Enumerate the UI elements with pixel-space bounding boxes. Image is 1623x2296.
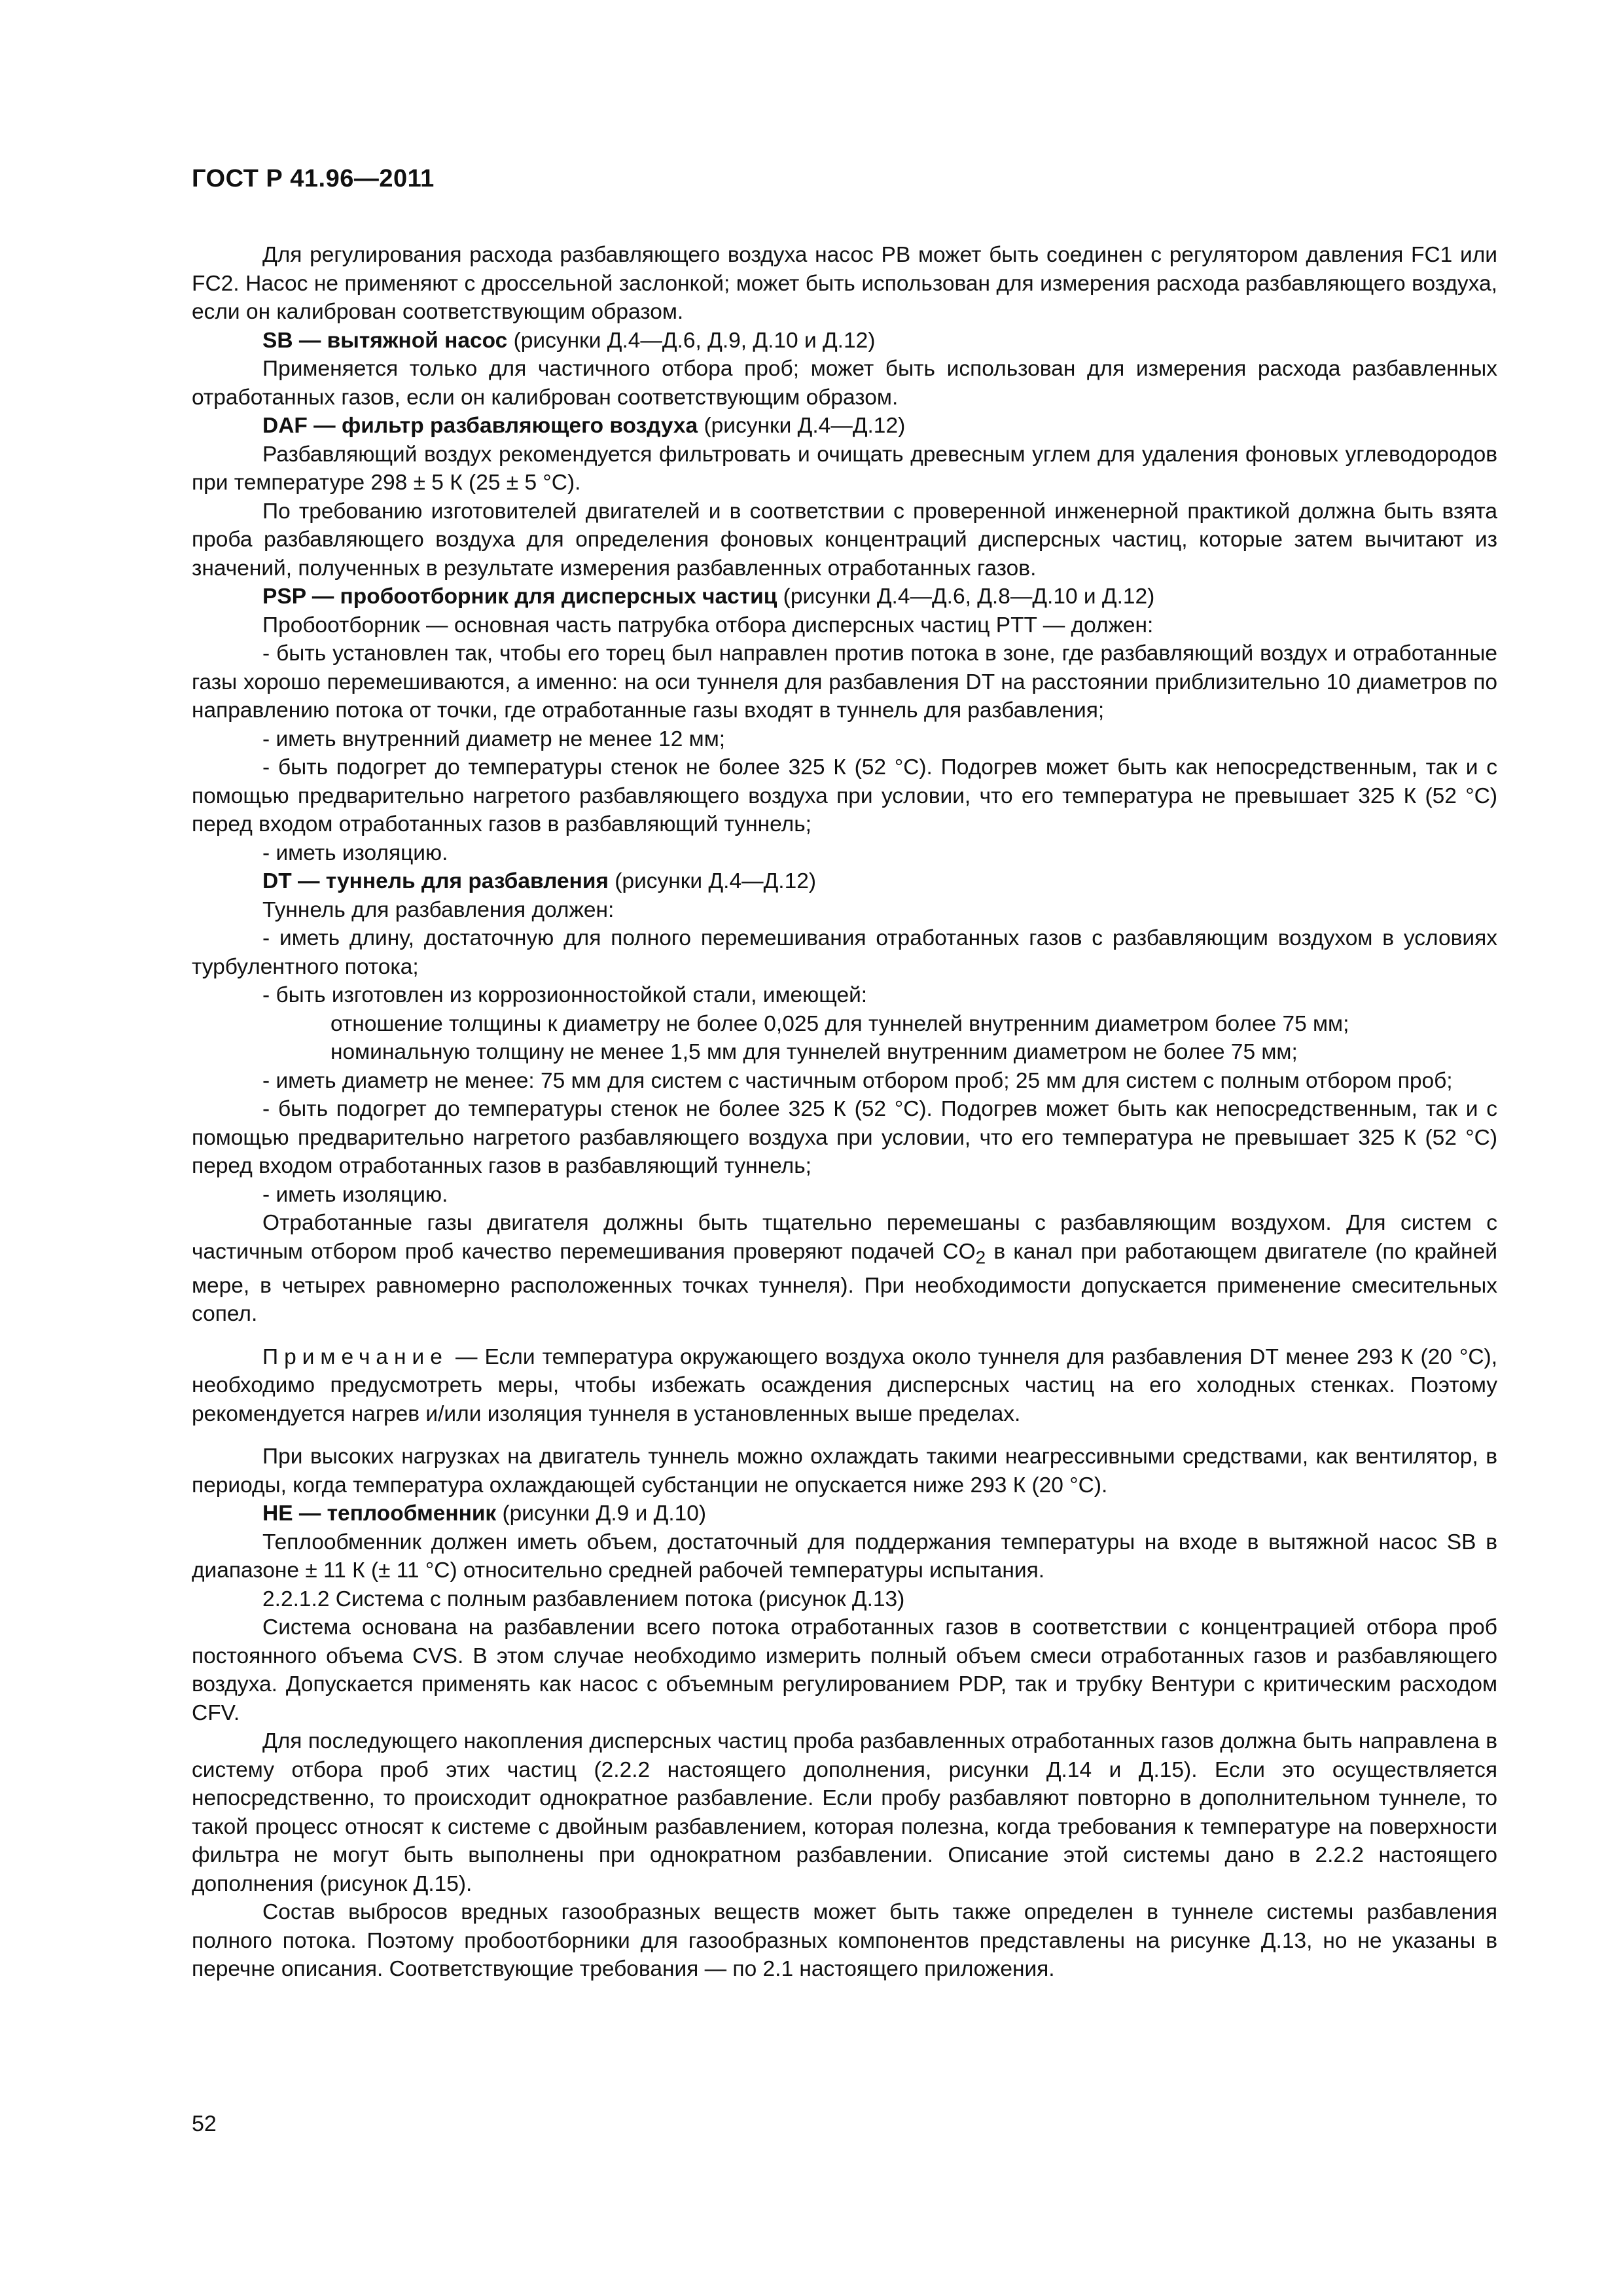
- term-figure-refs: (рисунки Д.9 и Д.10): [496, 1501, 707, 1526]
- term-name: DAF — фильтр разбавляющего воздуха: [262, 414, 698, 438]
- term-heading: [192, 583, 1497, 611]
- paragraph: Для последующего накопления дисперсных частиц проба разбавленных отработанных газов должна быть направлена в систему отбора проб этих частиц (2.2.2 настоящего дополнения, рисунки Д.14 и Д.15). Если это осуществляется непосредственно, то происходит однократное разбавление. Если пробу разбавляют повторно в дополнительном туннеле, то такой процесс относят к системе с двойным разбавлением, которая полезна, когда требования к температуре на поверхности фильтра не могут быть выполнены при однократном разбавлении. Описание этой системы дано в 2.2.2 настоящего дополнения (рисунок Д.15).: [192, 1729, 1497, 1896]
- term-name: PSP — пробоотборник для дисперсных частиц: [262, 584, 777, 609]
- term-heading: [192, 327, 1497, 355]
- paragraph: Туннель для разбавления должен:: [262, 897, 615, 922]
- paragraph: При высоких нагрузках на двигатель туннель можно охлаждать такими неагрессивными средствами, как вентилятор, в периоды, когда температура охлаждающей субстанции не опускается ниже 293 К (20 °С).: [192, 1444, 1497, 1498]
- paragraph-text: в канал при работающем двигателе (по крайней мере, в четырех равномерно расположенных точках туннеля). При необходимости допускается применение смесительных сопел.: [192, 1239, 1497, 1327]
- term-figure-refs: (рисунки Д.4—Д.12): [608, 869, 816, 893]
- paragraph: Для регулирования расхода разбавляющего воздуха насос PB может быть соединен с регулятором давления FC1 или FC2. Насос не применяют с дроссельной заслонкой; может быть использован для измерения расхода разбавляющего воздуха, если он калиброван соответствующим образом.: [192, 243, 1497, 324]
- term-heading: [192, 867, 1497, 896]
- term-figure-refs: (рисунки Д.4—Д.6, Д.9, Д.10 и Д.12): [507, 328, 876, 353]
- list-item: - иметь внутренний диаметр не менее 12 мм;: [262, 726, 726, 751]
- list-item: - иметь изоляцию.: [262, 840, 448, 865]
- paragraph: [192, 1209, 1497, 1329]
- list-item: - иметь длину, достаточную для полного перемешивания отработанных газов с разбавляющим воздухом в условиях турбулентного потока;: [192, 926, 1497, 979]
- paragraph: Разбавляющий воздух рекомендуется фильтровать и очищать древесным углем для удаления фоновых углеводородов при температуре 298 ± 5 К (25 ± 5 °С).: [192, 442, 1497, 495]
- term-name: SB — вытяжной насос: [262, 328, 508, 353]
- document-number-header: ГОСТ Р 41.96—2011: [192, 165, 435, 192]
- term-figure-refs: (рисунки Д.4—Д.12): [698, 414, 906, 438]
- paragraph: Теплообменник должен иметь объем, достаточный для поддержания температуры на входе в вытяжной насос SB в диапазоне ± 11 К (± 11 °С) относительно средней рабочей температуры испытания.: [192, 1530, 1497, 1583]
- term-name: HE — теплообменник: [262, 1501, 497, 1526]
- note: [192, 1343, 1497, 1429]
- page-number: 52: [192, 2111, 217, 2136]
- paragraph-text: Отработанные газы двигателя должны быть тщательно перемешаны с разбавляющим воздухом. Для систем с частичным отбором проб качество перемешивания проверяют подачей CO: [192, 1211, 1497, 1264]
- term-figure-refs: (рисунки Д.4—Д.6, Д.8—Д.10 и Д.12): [777, 584, 1155, 609]
- term-name: DT — туннель для разбавления: [262, 869, 609, 893]
- section-heading: 2.2.1.2 Система с полным разбавлением потока (рисунок Д.13): [262, 1587, 905, 1611]
- list-item: - иметь изоляцию.: [262, 1182, 448, 1207]
- paragraph: По требованию изготовителей двигателей и в соответствии с проверенной инженерной практикой должна быть взята проба разбавляющего воздуха для определения фоновых концентраций дисперсных частиц, которые затем вычитают из значений, полученных в результате измерения разбавленных отработанных газов.: [192, 499, 1497, 581]
- paragraph: Система основана на разбавлении всего потока отработанных газов в соответствии с концентрацией отбора проб постоянного объема CVS. В этом случае необходимо измерить полный объем смеси отработанных газов и разбавляющего воздуха. Допускается применять как насос с объемным регулированием PDP, так и трубку Вентури с критическим расходом CFV.: [192, 1615, 1497, 1725]
- list-item: - иметь диаметр не менее: 75 мм для систем с частичным отбором проб; 25 мм для систем с полным отбором проб;: [262, 1068, 1453, 1093]
- note-label: Примечание: [262, 1344, 448, 1369]
- note-text: — Если температура окружающего воздуха около туннеля для разбавления DT менее 293 К (20 °С), необходимо предусмотреть меры, чтобы избежать осаждения дисперсных частиц на его холодных стенках. Поэтому рекомендуется нагрев и/или изоляция туннеля в установленных выше пределах.: [192, 1344, 1497, 1426]
- document-body: [192, 241, 1497, 1984]
- paragraph: Состав выбросов вредных газообразных веществ может быть также определен в туннеле системы разбавления полного потока. Поэтому пробоотборники для газообразных компонентов представлены на рисунке Д.13, но не указаны в перечне описания. Соответствующие требования — по 2.1 настоящего приложения.: [192, 1900, 1497, 1982]
- subscript: 2: [975, 1247, 986, 1268]
- list-item: - быть установлен так, чтобы его торец был направлен против потока в зоне, где разбавляющий воздух и отработанные газы хорошо перемешиваются, а именно: на оси туннеля для разбавления DT на расстоянии приблизительно 10 диаметров по направлению потока от точки, где отработанные газы входят в туннель для разбавления;: [192, 641, 1497, 723]
- term-heading: [192, 412, 1497, 440]
- sub-list-item: номинальную толщину не менее 1,5 мм для туннелей внутренним диаметром не более 75 мм;: [330, 1040, 1298, 1064]
- term-heading: [192, 1499, 1497, 1528]
- list-item: - быть подогрет до температуры стенок не более 325 К (52 °С). Подогрев может быть как непосредственным, так и с помощью предварительно нагретого разбавляющего воздуха при условии, что его температура не превышает 325 К (52 °С) перед входом отработанных газов в разбавляющий туннель;: [192, 1097, 1497, 1178]
- list-item: - быть подогрет до температуры стенок не более 325 К (52 °С). Подогрев может быть как непосредственным, так и с помощью предварительно нагретого разбавляющего воздуха при условии, что его температура не превышает 325 К (52 °С) перед входом отработанных газов в разбавляющий туннель;: [192, 755, 1497, 836]
- paragraph: Пробоотборник — основная часть патрубка отбора дисперсных частиц PTT — должен:: [262, 613, 1154, 637]
- paragraph: Применяется только для частичного отбора проб; может быть использован для измерения расхода разбавленных отработанных газов, если он калиброван соответствующим образом.: [192, 357, 1497, 410]
- list-item: - быть изготовлен из коррозионностойкой стали, имеющей:: [262, 983, 868, 1007]
- sub-list-item: отношение толщины к диаметру не более 0,025 для туннелей внутренним диаметром более 75 мм;: [330, 1011, 1349, 1036]
